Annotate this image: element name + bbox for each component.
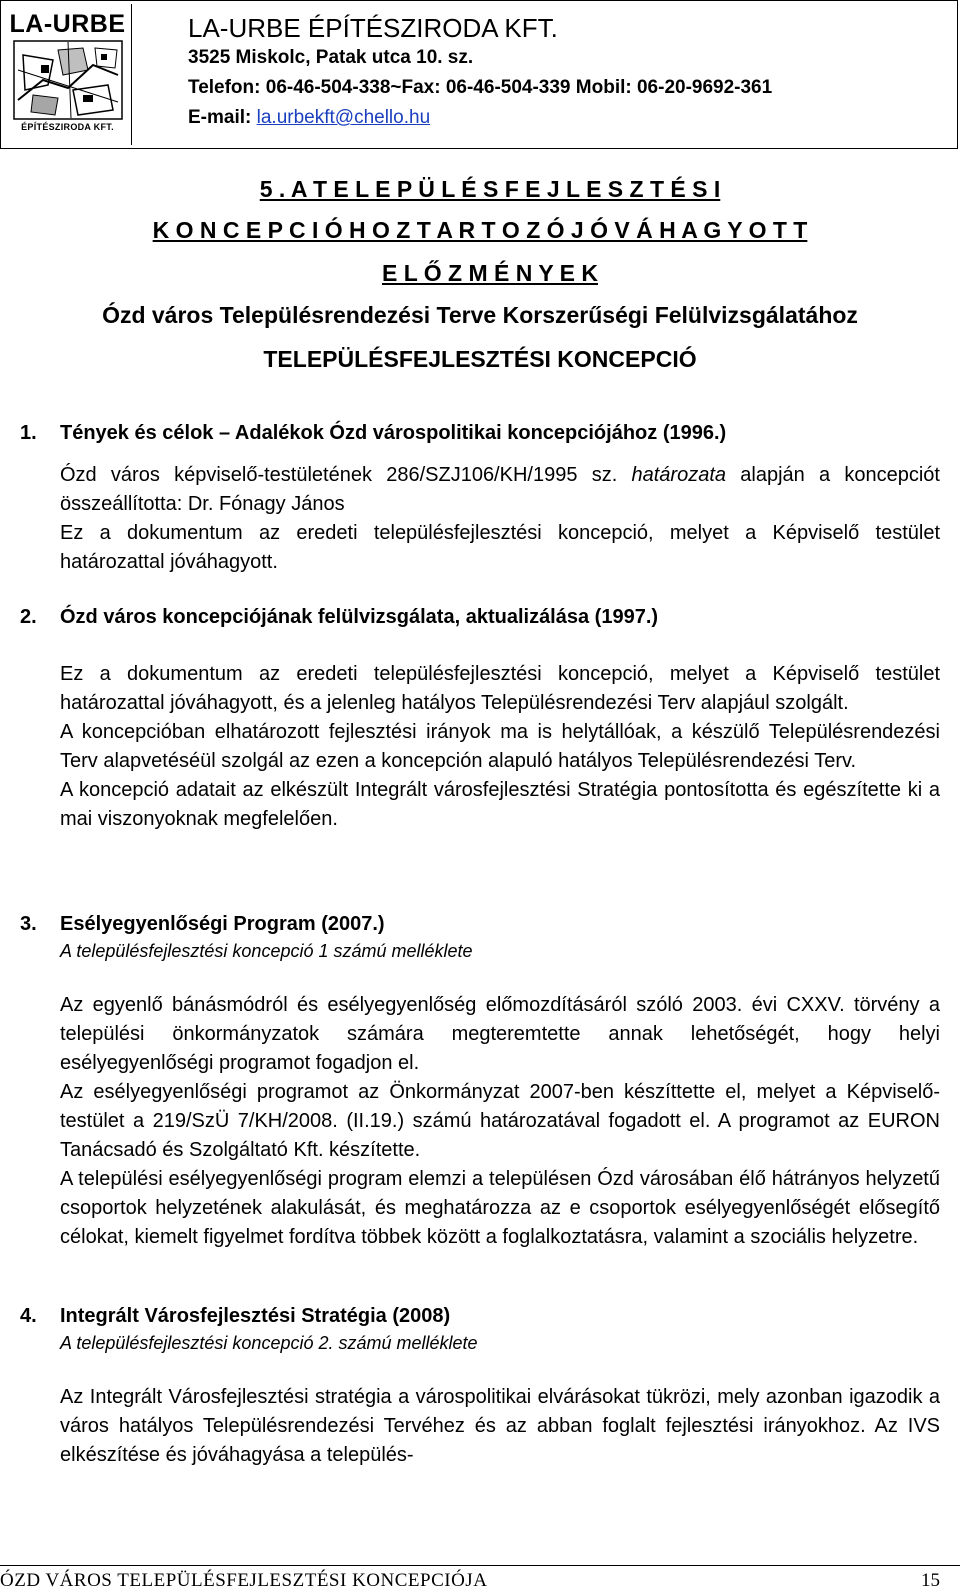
paragraph: A koncepcióban elhatározott fejlesztési irányok ma is helytállóak, a készülő Településrendezési Terv alapvetéséül szolgál az ezen a koncepción alapuló hatályos Településrendezési Terv. bbox=[60, 721, 940, 772]
company-name: LA-URBE ÉPÍTÉSZIRODA KFT. bbox=[188, 13, 558, 43]
letterhead bbox=[0, 0, 958, 149]
paragraph: Az esélyegyenlőségi programot az Önkormányzat 2007-ben készíttette el, melyet a Képviselő-testület a 219/SzÜ 7/KH/2008. (II.19.) számú határozatával fogadott el. A programot az EURON Tanácsadó és Szolgáltató Kft. készítette. bbox=[60, 1081, 940, 1161]
section-number: 1. bbox=[20, 422, 37, 444]
title-line-1 bbox=[40, 176, 940, 203]
email-link[interactable]: la.urbekft@chello.hu bbox=[256, 107, 431, 128]
section-number: 2. bbox=[20, 606, 37, 628]
section-4-body bbox=[60, 1383, 940, 1470]
section-title: Esélyegyenlőségi Program (2007.) bbox=[60, 913, 385, 935]
company-email bbox=[188, 103, 772, 133]
section-1-heading bbox=[20, 422, 940, 445]
page-number: 15 bbox=[921, 1570, 940, 1591]
document-subtitle: Ózd város Településrendezési Terve Korszerűségi Felülvizsgálatához bbox=[102, 302, 858, 328]
company-logo bbox=[4, 4, 132, 145]
title-line-2-text: K O N C E P C I Ó H O Z T A R T O Z Ó J Ó V Á H A G Y O T T bbox=[152, 217, 808, 243]
logo-title: LA-URBE bbox=[9, 10, 126, 38]
footer-title: ÓZD VÁROS TELEPÜLÉSFEJLESZTÉSI KONCEPCIÓJA bbox=[0, 1570, 488, 1591]
section-3-heading bbox=[20, 913, 940, 936]
title-line-2 bbox=[20, 217, 940, 244]
section-title: Tények és célok – Adalékok Ózd várospolitikai koncepciójához (1996.) bbox=[60, 422, 727, 444]
section-1-body bbox=[60, 461, 940, 577]
paragraph: A koncepció adatait az elkészült Integrált városfejlesztési Stratégia pontosította és egészítette ki a mai viszonyoknak megfelelően. bbox=[60, 779, 940, 830]
email-label: E-mail: bbox=[188, 107, 252, 128]
section-number: 3. bbox=[20, 913, 37, 935]
company-address: 3525 Miskolc, Patak utca 10. sz. bbox=[188, 47, 474, 68]
title-line-3 bbox=[40, 260, 940, 287]
paragraph: Ez a dokumentum az eredeti településfejlesztési koncepció, melyet a Képviselő testület határozattal jóváhagyott. bbox=[60, 522, 940, 573]
document-title: TELEPÜLÉSFEJLESZTÉSI KONCEPCIÓ bbox=[263, 346, 697, 372]
text: Ózd város képviselő-testületének 286/SZJ106/KH/1995 sz. bbox=[60, 464, 632, 486]
paragraph: Az Integrált Városfejlesztési stratégia a várospolitikai elvárásokat tükrözi, mely azonban igazodik a város hatályos Településrendezési Tervéhez és az abban foglalt fejlesztési irányokhoz. Az IVS elkészítése és jóváhagyása a település- bbox=[60, 1386, 940, 1466]
map-icon bbox=[13, 40, 123, 120]
company-phone: Telefon: 06-46-504-338~Fax: 06-46-504-339 Mobil: 06-20-9692-361 bbox=[188, 77, 773, 98]
page-footer bbox=[0, 1565, 960, 1592]
title-line-3-text: E L Ő Z M É N Y E K bbox=[382, 260, 598, 286]
section-4-heading bbox=[20, 1305, 940, 1328]
section-number: 4. bbox=[20, 1305, 37, 1327]
section-3-body bbox=[60, 991, 940, 1252]
paragraph: Ez a dokumentum az eredeti településfejlesztési koncepció, melyet a Képviselő testület határozattal jóváhagyott, és a jelenleg hatályos Településrendezési Terv alapjául szolgált. bbox=[60, 663, 940, 714]
text: alapján a koncepciót összeállította: Dr. Fónagy János bbox=[60, 464, 940, 515]
section-title: Ózd város koncepciójának felülvizsgálata, aktualizálása (1997.) bbox=[60, 606, 659, 628]
logo-subtitle: ÉPÍTÉSZIRODA KFT. bbox=[21, 122, 114, 132]
paragraph: Az egyenlő bánásmódról és esélyegyenlőség előmozdításáról szóló 2003. évi CXXV. törvény a települési önkormányzatok számára megteremtette annak lehetőségét, hogy helyi esélyegyenlőségi programot fogadjon el. bbox=[60, 994, 940, 1074]
section-title: Integrált Városfejlesztési Stratégia (2008) bbox=[60, 1305, 451, 1327]
paragraph bbox=[60, 461, 940, 519]
company-info bbox=[188, 13, 772, 133]
italic-text: határozata bbox=[631, 464, 727, 486]
section-2-heading bbox=[20, 606, 940, 629]
section-3-annex-note: A településfejlesztési koncepció 1 számú melléklete bbox=[60, 941, 473, 961]
title-line-1-text: 5 . A T E L E P Ü L É S F E J L E S Z T É S I bbox=[259, 176, 721, 202]
section-4-annex-note: A településfejlesztési koncepció 2. számú melléklete bbox=[60, 1333, 478, 1353]
section-2-body bbox=[60, 660, 940, 834]
paragraph: A települési esélyegyenlőségi program elemzi a településen Ózd városában élő hátrányos helyzetű csoportok helyzetének alakulását, és meghatározza az e csoportok esélyegyenlőségét elősegítő célokat, kiemelt figyelmet fordítva többek között a foglalkoztatásra, valamint a szociális helyzetre. bbox=[60, 1168, 940, 1248]
